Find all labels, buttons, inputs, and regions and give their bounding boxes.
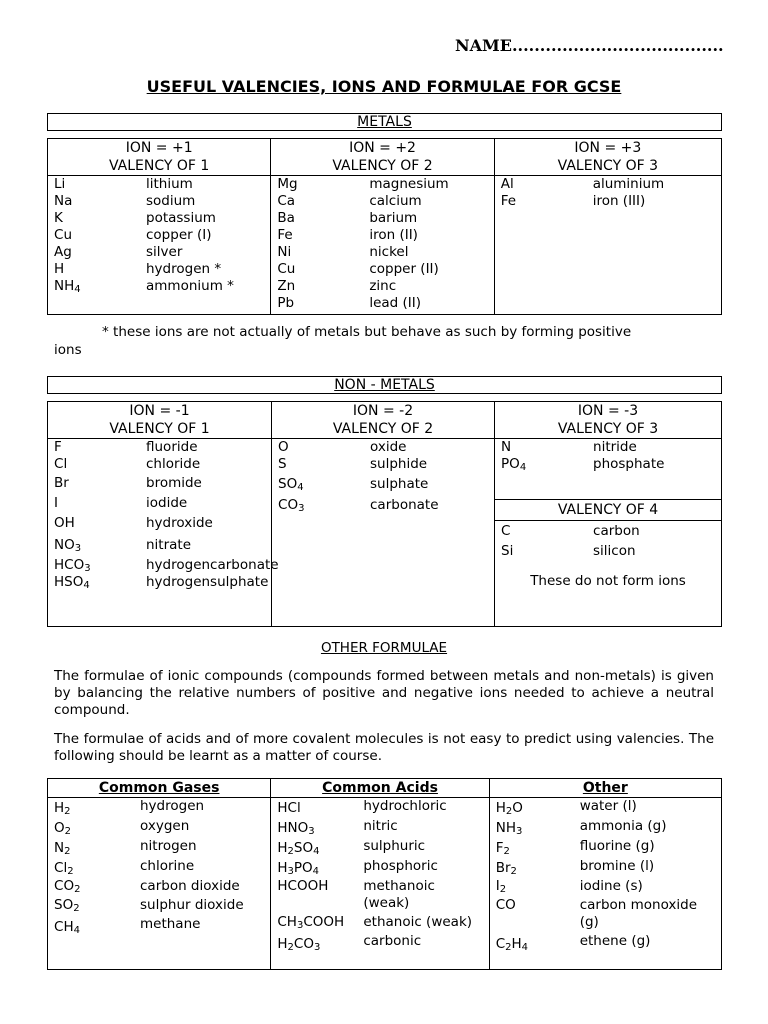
ion-row <box>54 456 265 473</box>
ion-row <box>277 176 487 193</box>
formula-symbol: Br <box>54 475 69 491</box>
ion-row <box>277 914 482 931</box>
formula-symbol: Mg <box>277 176 298 192</box>
formula-list <box>490 798 721 955</box>
ion-name: zinc <box>369 278 397 294</box>
formula-symbol: S <box>278 456 287 472</box>
ion-name: ethanoic (weak) <box>363 914 473 930</box>
formula-symbol: $H_2O$ <box>495 800 523 817</box>
ion-row <box>501 176 715 193</box>
ion-row <box>54 798 264 818</box>
ion-row <box>54 439 265 456</box>
formula-symbol: $H_2$ <box>54 800 71 817</box>
ion-name: sodium <box>146 193 196 209</box>
ion-name: methanoic (weak) <box>363 878 435 911</box>
ion-row <box>54 227 264 244</box>
ion-charge: ION = +3 <box>574 140 642 156</box>
formula-symbol: Na <box>54 193 73 209</box>
ion-name: carbon monoxide (g) <box>579 897 698 930</box>
formula-symbol: C <box>501 523 511 539</box>
formula-symbol: $N_2$ <box>54 840 71 857</box>
ion-row <box>54 897 264 914</box>
ion-name: lithium <box>146 176 193 192</box>
metals-table <box>47 138 722 315</box>
ion-row <box>277 261 487 278</box>
ion-name: carbonate <box>370 497 439 513</box>
other-column-3 <box>490 779 721 969</box>
ion-name: hydrochloric <box>363 798 447 814</box>
ion-charge: ION = -1 <box>129 403 190 419</box>
valency-label: VALENCY OF 3 <box>557 421 659 437</box>
column-header <box>271 139 493 176</box>
metals-column-1 <box>48 139 271 314</box>
ion-name: phosphoric <box>363 858 438 874</box>
ion-row <box>277 278 487 295</box>
ion-row <box>496 838 715 858</box>
ion-name: fluorine (g) <box>579 838 655 854</box>
formula-symbol: $HNO_3$ <box>277 820 315 837</box>
ion-row <box>277 193 487 210</box>
valency-label: VALENCY OF 2 <box>332 421 434 437</box>
other-formulae-heading: OTHER FORMULAE <box>320 640 448 656</box>
formula-symbol: $H_2CO_3$ <box>277 936 321 953</box>
ion-row <box>54 878 264 895</box>
ion-name: copper (II) <box>369 261 439 277</box>
formula-symbol: $CO_2$ <box>54 878 81 895</box>
formula-symbol: $CH_3COOH$ <box>277 914 345 931</box>
ion-name: nitride <box>593 439 637 455</box>
ion-row <box>501 439 715 456</box>
ion-row <box>54 818 264 838</box>
formula-symbol: HCl <box>277 800 301 816</box>
ion-row <box>54 916 264 938</box>
ion-charge: ION = -2 <box>352 403 414 419</box>
ion-name: phosphate <box>593 456 665 472</box>
ion-name: calcium <box>369 193 422 209</box>
valency-4-header: VALENCY OF 4 <box>495 499 721 521</box>
formula-symbol: $Cl_2$ <box>54 860 74 877</box>
ion-name: iron (II) <box>369 227 418 243</box>
ion-row <box>278 439 488 456</box>
formula-symbol: $H_3PO_4$ <box>277 860 320 877</box>
nonmetals-column-2 <box>272 402 495 626</box>
ion-name: methane <box>140 916 201 932</box>
metals-column-3 <box>495 139 721 314</box>
ion-row <box>277 878 482 912</box>
formula-symbol: Ag <box>54 244 72 260</box>
formula-symbol: $NH_4$ <box>54 278 81 295</box>
formula-symbol: Ba <box>277 210 295 226</box>
ion-name: bromine (l) <box>579 858 655 874</box>
ion-row <box>277 933 482 955</box>
ion-name: hydrogensulphate <box>146 574 269 590</box>
ion-row <box>54 858 264 878</box>
formula-symbol: N <box>501 439 512 455</box>
ion-row <box>54 261 264 278</box>
ion-row <box>501 456 715 473</box>
ion-name: barium <box>369 210 418 226</box>
nonmetals-column-3 <box>495 402 721 626</box>
other-column-1 <box>48 779 271 969</box>
valency-4-list <box>495 521 721 561</box>
ion-name: aluminium <box>592 176 665 192</box>
ion-row <box>277 858 482 878</box>
ion-row <box>496 878 715 895</box>
formula-symbol: Zn <box>277 278 296 294</box>
ion-row <box>54 557 279 574</box>
formula-symbol: $HCO_3$ <box>54 557 91 574</box>
ion-row <box>496 897 715 931</box>
ion-list <box>271 176 493 312</box>
ion-row <box>278 473 488 495</box>
formula-symbol: $F_2$ <box>495 840 510 857</box>
column-header <box>495 139 721 176</box>
ion-row <box>277 295 487 312</box>
other-column-2 <box>271 779 489 969</box>
formula-symbol: F <box>54 439 62 455</box>
column-header: Common Gases <box>48 779 270 798</box>
formula-symbol: $I_2$ <box>495 878 507 895</box>
ion-name: oxygen <box>140 818 190 834</box>
ion-name: sulphuric <box>363 838 426 854</box>
ion-row <box>277 244 487 261</box>
ion-name: hydrogencarbonate <box>146 557 279 573</box>
ion-row <box>277 798 482 818</box>
ion-row <box>496 933 715 955</box>
ion-name: ammonia (g) <box>579 818 667 834</box>
formula-symbol: $Br_2$ <box>495 860 517 877</box>
valency-label: VALENCY OF 3 <box>557 158 659 174</box>
ion-charge: ION = +2 <box>349 140 416 156</box>
formula-symbol: Cu <box>277 261 296 277</box>
formula-symbol: $O_2$ <box>54 820 72 837</box>
ion-row <box>54 278 264 295</box>
ion-name: sulphate <box>370 476 429 492</box>
ion-row <box>54 493 265 513</box>
formula-symbol: K <box>54 210 63 226</box>
no-ions-note: These do not form ions <box>530 573 686 589</box>
acids-paragraph: The formulae of acids and of more covalent molecules is not easy to predict using valencies. The following should be learnt as a matter of course. <box>54 731 714 764</box>
ion-name: nickel <box>369 244 409 260</box>
ion-row <box>496 858 715 878</box>
formula-symbol: $SO_4$ <box>278 476 304 493</box>
formula-symbol: Fe <box>500 193 517 209</box>
ion-name: chloride <box>146 456 201 472</box>
ion-row <box>54 473 265 493</box>
ion-charge: ION = +1 <box>125 140 193 156</box>
element-name: carbon <box>593 523 640 539</box>
ion-name: iodine (s) <box>579 878 643 894</box>
other-formulae-table <box>47 778 722 970</box>
name-field-label: NAME...................................... <box>455 36 724 55</box>
ion-row <box>277 227 487 244</box>
formula-symbol: $C_2H_4$ <box>495 936 529 953</box>
ion-name: hydrogen * <box>146 261 222 277</box>
nonmetals-banner: NON - METALS <box>47 376 722 394</box>
ion-row <box>54 210 264 227</box>
formula-list <box>271 798 488 955</box>
formula-symbol: HCOOH <box>277 878 329 894</box>
ion-name: hydroxide <box>146 515 213 531</box>
ion-name: carbon dioxide <box>140 878 240 894</box>
ion-row <box>501 193 715 210</box>
ion-name: iron (III) <box>592 193 646 209</box>
formula-symbol: $CH_4$ <box>54 919 80 936</box>
ion-name: lead (II) <box>369 295 422 311</box>
ion-row <box>277 838 482 858</box>
ion-charge: ION = -3 <box>577 403 639 419</box>
ion-list <box>272 439 494 515</box>
ion-name: hydrogen <box>140 798 205 814</box>
column-header <box>495 402 721 439</box>
ion-row <box>54 838 264 858</box>
formula-symbol: $NH_3$ <box>495 820 523 837</box>
ion-list <box>495 176 721 210</box>
formula-symbol: Pb <box>277 295 295 311</box>
ion-name: ethene (g) <box>579 933 651 949</box>
ion-row <box>54 574 269 591</box>
column-header: Other <box>490 779 721 798</box>
ion-name: sulphur dioxide <box>140 897 244 913</box>
ion-name: nitrate <box>146 537 192 553</box>
ion-row <box>277 818 482 838</box>
formula-symbol: Si <box>501 543 514 559</box>
column-header: Common Acids <box>271 779 488 798</box>
ion-name: oxide <box>370 439 407 455</box>
ion-list <box>48 176 270 295</box>
ion-row <box>54 533 265 557</box>
formula-symbol: OH <box>54 515 75 531</box>
formula-symbol: $SO_2$ <box>54 897 80 914</box>
ion-row <box>278 456 488 473</box>
formula-symbol: Fe <box>277 227 293 243</box>
formula-symbol: H <box>54 261 65 277</box>
formula-symbol: CO <box>495 897 516 913</box>
formula-symbol: Ni <box>277 244 292 260</box>
formula-symbol: Cu <box>54 227 72 243</box>
formula-symbol: $NO_3$ <box>54 537 82 554</box>
column-header <box>48 139 270 176</box>
formula-symbol: Al <box>500 176 514 192</box>
ion-list <box>495 439 721 499</box>
ion-row <box>278 495 488 515</box>
ion-name: fluoride <box>146 439 198 455</box>
formula-symbol: $H_2SO_4$ <box>277 840 320 857</box>
ion-row <box>54 244 264 261</box>
formula-symbol: Cl <box>54 456 68 472</box>
ion-row <box>496 798 715 818</box>
element-name: silicon <box>593 543 636 559</box>
ion-name: chlorine <box>140 858 195 874</box>
column-header <box>272 402 494 439</box>
ion-row <box>277 210 487 227</box>
ion-name: nitric <box>363 818 398 834</box>
page-title: USEFUL VALENCIES, IONS AND FORMULAE FOR GCSE <box>146 77 622 96</box>
formula-symbol: Ca <box>277 193 296 209</box>
formula-symbol: $HSO_4$ <box>54 574 90 591</box>
ion-name: water (l) <box>579 798 637 814</box>
valency-label: VALENCY OF 2 <box>332 158 433 174</box>
ion-name: iodide <box>146 495 188 511</box>
ion-row <box>54 176 264 193</box>
nonmetals-table <box>47 401 722 627</box>
nonmetals-column-1 <box>48 402 279 626</box>
valency-label: VALENCY OF 1 <box>109 158 210 174</box>
formula-symbol: $PO_4$ <box>501 456 527 473</box>
ion-name: ammonium * <box>146 278 234 294</box>
ion-row <box>54 513 265 533</box>
formula-list <box>48 798 270 938</box>
ion-row <box>54 193 264 210</box>
ion-name: bromide <box>146 475 202 491</box>
column-header <box>48 402 271 439</box>
ion-name: sulphide <box>370 456 428 472</box>
formula-symbol: Li <box>54 176 66 192</box>
ion-name: silver <box>146 244 183 260</box>
ionic-paragraph: The formulae of ionic compounds (compounds formed between metals and non-metals) is given by balancing the relative numbers of positive and negative ions needed to achieve a neutral compound. <box>54 668 714 718</box>
ion-name: potassium <box>146 210 216 226</box>
valency-label: VALENCY OF 1 <box>109 421 210 437</box>
ion-name: magnesium <box>369 176 449 192</box>
ion-list <box>48 439 279 591</box>
ion-name: carbonic <box>363 933 422 949</box>
formula-symbol: O <box>278 439 289 455</box>
formula-symbol: I <box>54 495 58 511</box>
ion-name: copper (I) <box>146 227 212 243</box>
ion-row <box>501 521 715 541</box>
ion-row <box>501 541 715 561</box>
ion-row <box>496 818 715 838</box>
metals-footnote: * these ions are not actually of metals but behave as such by forming positive ions <box>54 324 632 358</box>
ion-name: nitrogen <box>140 838 197 854</box>
formula-symbol: $CO_3$ <box>278 497 305 514</box>
metals-banner: METALS <box>47 113 722 131</box>
metals-column-2 <box>271 139 494 314</box>
